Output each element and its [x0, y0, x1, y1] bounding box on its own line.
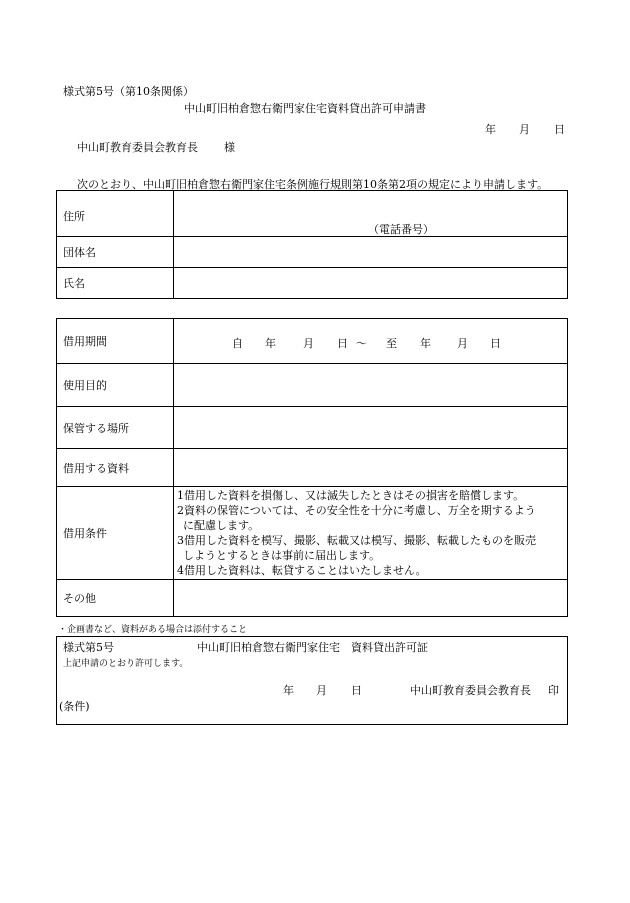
addressee-honorific: 様 [224, 141, 235, 154]
period-label: 借用期間 [57, 319, 174, 364]
date-year: 年 [485, 123, 496, 136]
loan-table [56, 318, 568, 617]
other-label: その他 [57, 580, 174, 617]
purpose-row [57, 364, 568, 407]
condition-line: 1借用した資料を損傷し、又は滅失したときはその損害を賠償します。 [177, 489, 525, 502]
permit-issuer: 中山町教育委員会教育長 [410, 684, 531, 697]
period-from: 自 [232, 337, 243, 350]
group-label: 団体名 [57, 237, 174, 268]
other-field[interactable] [174, 580, 568, 617]
group-row [57, 237, 568, 268]
period-month1: 月 [303, 337, 314, 350]
group-field[interactable] [174, 237, 568, 268]
name-row [57, 268, 568, 299]
condition-line: しようとするときは事前に届出します。 [183, 549, 381, 562]
permit-date-month: 月 [316, 684, 327, 697]
condition-line: に配慮します。 [183, 519, 260, 532]
period-field[interactable] [174, 319, 568, 364]
conditions-text [174, 487, 568, 580]
condition-line: 3借用した資料を模写、撮影、転載又は模写、撮影、転載したものを販売 [177, 534, 536, 547]
period-row [57, 319, 568, 364]
other-row [57, 580, 568, 617]
conditions-label: 借用条件 [57, 487, 174, 580]
period-month2: 月 [457, 337, 468, 350]
condition-line: 2資料の保管については、その安全性を十分に考慮し、万全を期するよう [177, 504, 536, 517]
permit-statement: 上記申請のとおり許可します。 [63, 659, 189, 669]
address-label: 住所 [57, 191, 174, 237]
purpose-field[interactable] [174, 364, 568, 407]
storage-row [57, 407, 568, 449]
intro-text: 次のとおり、中山町旧柏倉惣右衛門家住宅条例施行規則第10条第2項の規定により申請します。 [77, 178, 549, 191]
materials-label: 借用する資料 [57, 449, 174, 487]
date-day: 日 [554, 123, 565, 136]
storage-field[interactable] [174, 407, 568, 449]
form-number: 様式第5号（第10条関係） [63, 85, 194, 98]
permit-form-number: 様式第5号 [63, 641, 114, 654]
addressee-name: 中山町教育委員会教育長 [77, 141, 198, 154]
storage-label: 保管する場所 [57, 407, 174, 449]
permit-date-year: 年 [283, 684, 294, 697]
phone-note: （電話番号） [368, 223, 434, 236]
period-year1: 年 [265, 337, 276, 350]
materials-field[interactable] [174, 449, 568, 487]
form-title: 中山町旧柏倉惣右衛門家住宅資料貸出許可申請書 [184, 102, 426, 115]
period-to: 至 [386, 337, 397, 350]
period-day2: 日 [490, 337, 501, 350]
period-tilde: ～ [356, 337, 367, 350]
permit-title: 中山町旧柏倉惣右衛門家住宅 資料貸出許可証 [197, 641, 428, 654]
purpose-label: 使用目的 [57, 364, 174, 407]
period-day1: 日 [337, 337, 348, 350]
attachment-note: ・企画書など、資料がある場合は添付すること [58, 625, 248, 635]
permit-box [56, 636, 568, 725]
conditions-row [57, 487, 568, 580]
date-month: 月 [519, 123, 530, 136]
materials-row [57, 449, 568, 487]
address-row [57, 191, 568, 237]
condition-line: 4借用した資料は、転貸することはいたしません。 [177, 564, 427, 577]
permit-seal: 印 [548, 684, 559, 697]
name-label: 氏名 [57, 268, 174, 299]
permit-date-day: 日 [351, 684, 362, 697]
permit-conditions-label: (条件) [59, 700, 90, 713]
period-year2: 年 [420, 337, 431, 350]
address-field[interactable] [174, 191, 568, 237]
applicant-table [56, 190, 568, 299]
name-field[interactable] [174, 268, 568, 299]
